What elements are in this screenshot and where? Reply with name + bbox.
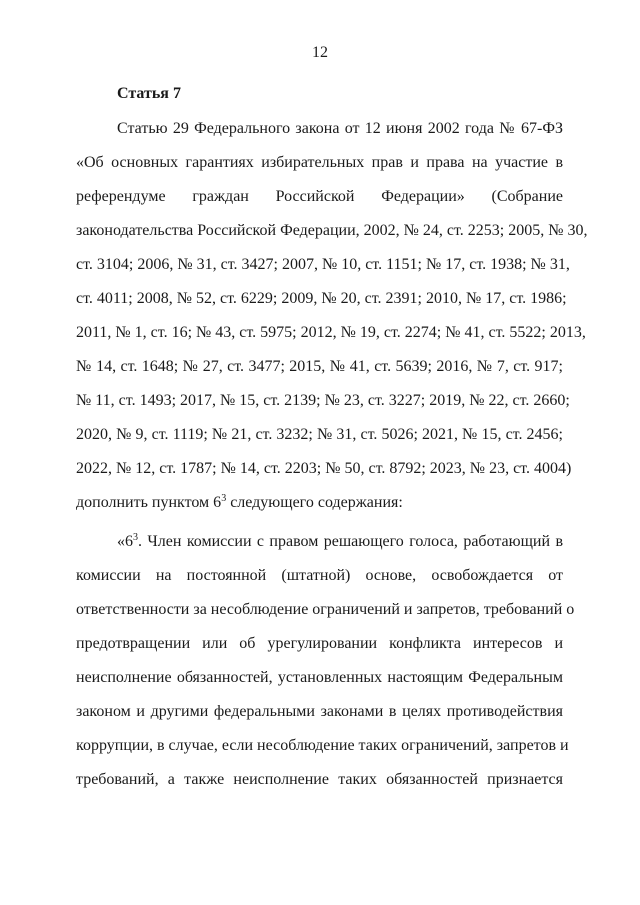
text-line: 2022, № 12, ст. 1787; № 14, ст. 2203; № 50, ст. 8792; 2023, № 23, ст. 4004): [76, 460, 572, 477]
text-line: Статью 29 Федерального закона от 12 июня 2002 года № 67-ФЗ: [117, 120, 563, 137]
text-line: [117, 532, 563, 552]
text-line: требований, а также неисполнение таких обязанностей признается: [76, 771, 563, 788]
text-line: законодательства Российской Федерации, 2002, № 24, ст. 2253; 2005, № 30,: [76, 222, 588, 239]
superscript: 3: [133, 532, 138, 543]
text-line: комиссии на постоянной (штатной) основе, освобождается от: [76, 567, 563, 584]
text-line: № 14, ст. 1648; № 27, ст. 3477; 2015, № 41, ст. 5639; 2016, № 7, ст. 917;: [76, 358, 563, 375]
text-line: 2011, № 1, ст. 16; № 43, ст. 5975; 2012, № 19, ст. 2274; № 41, ст. 5522; 2013,: [76, 324, 586, 341]
text-fragment: «6: [117, 533, 133, 550]
text-line: референдуме граждан Российской Федерации» (Собрание: [76, 188, 563, 205]
text-line: ст. 4011; 2008, № 52, ст. 6229; 2009, № 20, ст. 2391; 2010, № 17, ст. 1986;: [76, 290, 567, 307]
text-fragment: дополнить пунктом 6: [76, 494, 222, 511]
text-fragment: . Член комиссии с правом решающего голоса, работающий в: [138, 533, 563, 550]
text-line: законом и другими федеральными законами в целях противодействия: [76, 703, 563, 720]
article-heading: Статья 7: [117, 85, 181, 102]
superscript: 3: [221, 493, 227, 504]
page-number: 12: [312, 44, 328, 61]
text-line: неисполнение обязанностей, установленных настоящим Федеральным: [76, 669, 563, 686]
text-line: «Об основных гарантиях избирательных прав и права на участие в: [76, 154, 563, 171]
text-line: ст. 3104; 2006, № 31, ст. 3427; 2007, № 10, ст. 1151; № 17, ст. 1938; № 31,: [76, 256, 570, 273]
text-line: [76, 493, 563, 513]
text-fragment: следующего содержания:: [226, 494, 403, 511]
text-line: № 11, ст. 1493; 2017, № 15, ст. 2139; № 23, ст. 3227; 2019, № 22, ст. 2660;: [76, 392, 570, 409]
text-line: коррупции, в случае, если несоблюдение таких ограничений, запретов и: [76, 737, 569, 754]
text-line: 2020, № 9, ст. 1119; № 21, ст. 3232; № 31, ст. 5026; 2021, № 15, ст. 2456;: [76, 426, 563, 443]
text-line: ответственности за несоблюдение ограничений и запретов, требований о: [76, 601, 575, 618]
text-line: предотвращении или об урегулировании конфликта интересов и: [76, 635, 563, 652]
